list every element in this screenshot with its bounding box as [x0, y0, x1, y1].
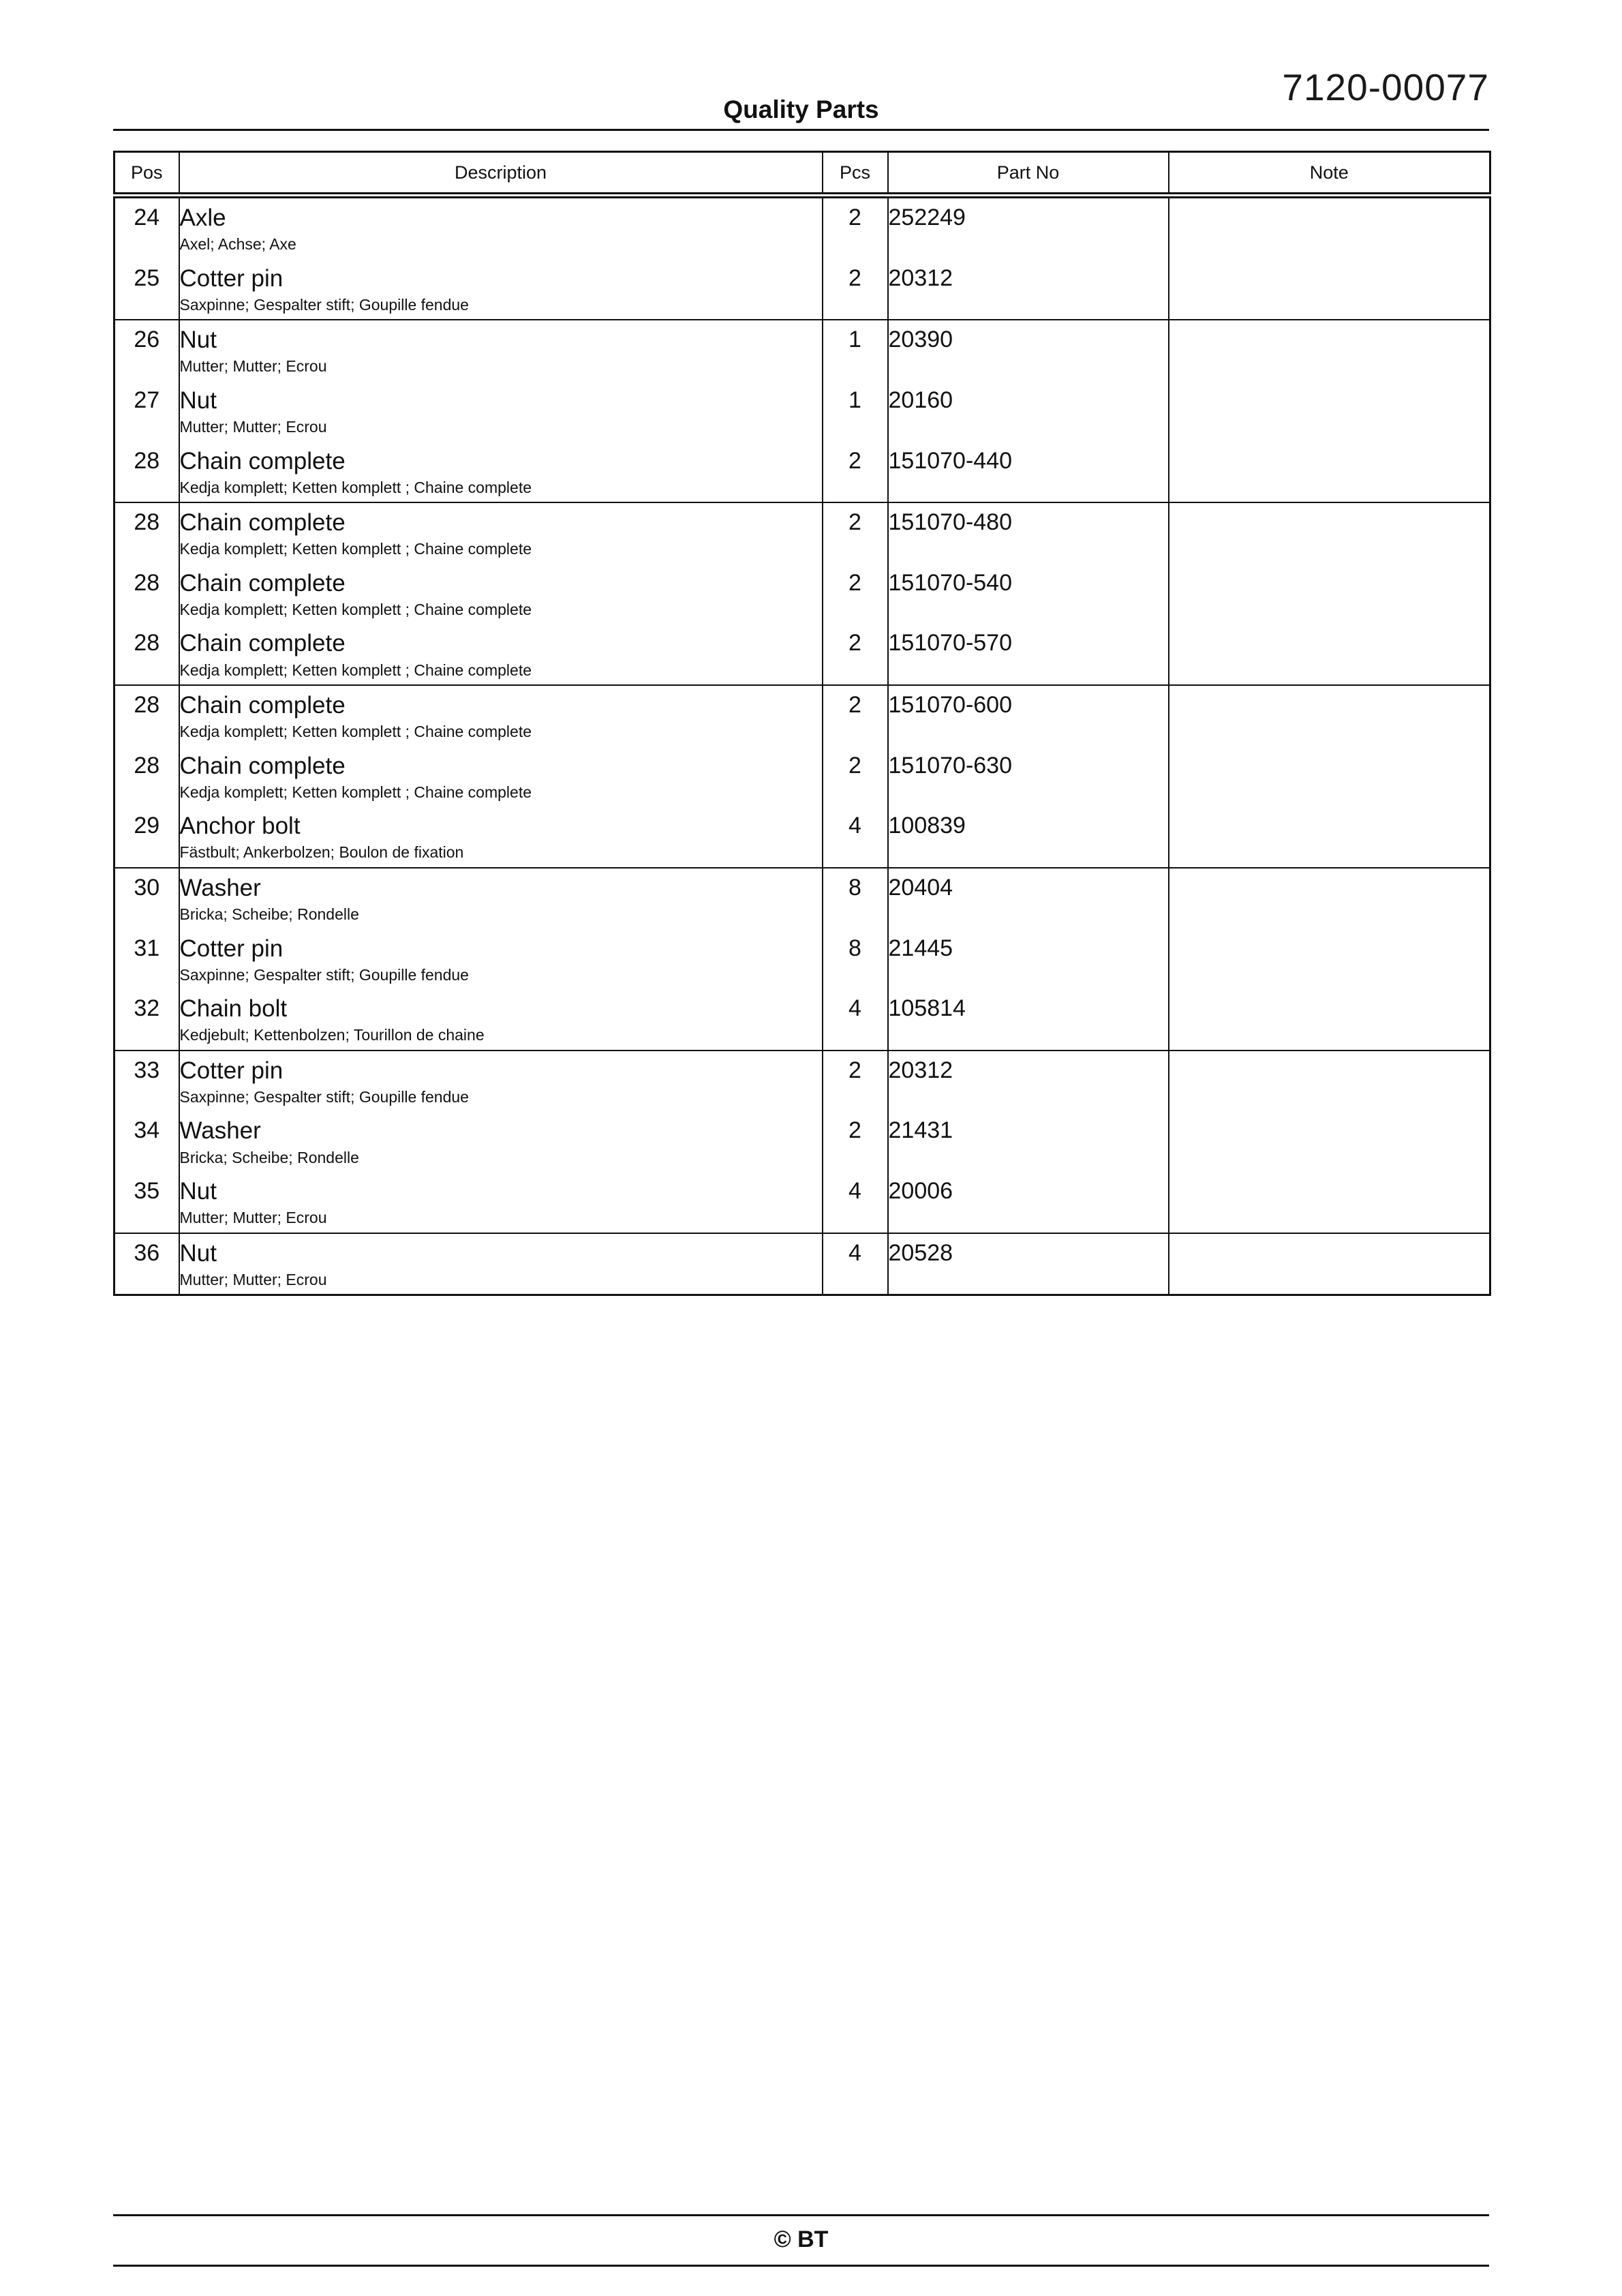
table-row	[114, 442, 1490, 503]
pos-cell: 27	[114, 381, 179, 442]
header-rule	[113, 129, 1489, 131]
description-cell	[179, 989, 823, 1051]
pos-cell: 36	[114, 1233, 179, 1295]
description-cell	[179, 564, 823, 624]
pcs-cell: 4	[823, 1172, 888, 1233]
table-row	[114, 1051, 1490, 1112]
description-cell	[179, 1172, 823, 1233]
table-row	[114, 685, 1490, 746]
note-cell	[1169, 1111, 1490, 1172]
pcs-cell: 2	[823, 746, 888, 807]
description-sub: Fästbult; Ankerbolzen; Boulon de fixation	[179, 843, 464, 862]
footer-text: © BT	[774, 2226, 829, 2252]
description-main: Axle	[179, 205, 226, 231]
parts-table	[113, 151, 1491, 1296]
table-row	[114, 1111, 1490, 1172]
table-row	[114, 868, 1490, 929]
note-cell	[1169, 868, 1490, 929]
pcs-cell: 4	[823, 1233, 888, 1295]
note-cell	[1169, 1051, 1490, 1112]
col-header-pcs: Pcs	[823, 152, 888, 196]
description-main: Anchor bolt	[179, 813, 301, 840]
table-row	[114, 196, 1490, 259]
table-header-row	[114, 152, 1490, 196]
note-cell	[1169, 624, 1490, 685]
pos-cell: 31	[114, 929, 179, 990]
pcs-cell: 2	[823, 564, 888, 624]
row-group	[114, 1051, 1490, 1233]
part-no-cell: 21431	[888, 1111, 1169, 1172]
description-main: Chain complete	[179, 752, 346, 779]
description-main: Chain complete	[179, 509, 346, 537]
note-cell	[1169, 929, 1490, 990]
pos-cell: 28	[114, 502, 179, 564]
description-sub: Bricka; Scheibe; Rondelle	[179, 1148, 359, 1166]
part-no-cell: 151070-570	[888, 624, 1169, 685]
description-main: Nut	[179, 1178, 217, 1205]
pos-cell: 33	[114, 1051, 179, 1112]
description-sub: Mutter; Mutter; Ecrou	[179, 1270, 327, 1288]
table-row	[114, 806, 1490, 868]
pos-cell: 28	[114, 442, 179, 503]
part-no-cell: 252249	[888, 196, 1169, 259]
note-cell	[1169, 442, 1490, 503]
pcs-cell: 2	[823, 196, 888, 259]
description-main: Cotter pin	[179, 935, 284, 962]
table-row	[114, 1172, 1490, 1233]
description-main: Chain complete	[179, 569, 346, 596]
part-no-cell: 151070-480	[888, 502, 1169, 564]
description-sub: Kedja komplett; Ketten komplett ; Chaine complete	[179, 661, 532, 679]
description-sub: Kedjebult; Kettenbolzen; Tourillon de chaine	[179, 1026, 485, 1044]
pcs-cell: 2	[823, 1051, 888, 1112]
pcs-cell: 8	[823, 868, 888, 929]
table-row	[114, 1233, 1490, 1295]
part-no-cell: 151070-440	[888, 442, 1169, 503]
description-cell	[179, 929, 823, 990]
description-main: Chain complete	[179, 630, 346, 657]
description-main: Nut	[179, 387, 217, 414]
part-no-cell: 20404	[888, 868, 1169, 929]
note-cell	[1169, 685, 1490, 746]
part-no-cell: 151070-630	[888, 746, 1169, 807]
part-no-cell: 20006	[888, 1172, 1169, 1233]
note-cell	[1169, 564, 1490, 624]
description-sub: Kedja komplett; Ketten komplett ; Chaine complete	[179, 600, 532, 618]
description-cell	[179, 259, 823, 320]
row-group	[114, 320, 1490, 502]
note-cell	[1169, 381, 1490, 442]
col-header-pos: Pos	[114, 152, 179, 196]
pos-cell: 32	[114, 989, 179, 1051]
description-main: Nut	[179, 1239, 217, 1267]
description-cell	[179, 624, 823, 685]
description-main: Cotter pin	[179, 1057, 284, 1084]
description-cell	[179, 806, 823, 868]
pos-cell: 29	[114, 806, 179, 868]
pos-cell: 34	[114, 1111, 179, 1172]
description-cell	[179, 868, 823, 929]
note-cell	[1169, 196, 1490, 259]
part-no-cell: 151070-600	[888, 685, 1169, 746]
description-cell	[179, 196, 823, 259]
description-cell	[179, 320, 823, 381]
part-no-cell: 20160	[888, 381, 1169, 442]
doc-number: 7120-00077	[1282, 66, 1489, 108]
col-header-part-no: Part No	[888, 152, 1169, 196]
pos-cell: 24	[114, 196, 179, 259]
note-cell	[1169, 502, 1490, 564]
description-sub: Kedja komplett; Ketten komplett ; Chaine complete	[179, 540, 532, 558]
table-row	[114, 929, 1490, 990]
col-header-note: Note	[1169, 152, 1490, 196]
pcs-cell: 2	[823, 1111, 888, 1172]
pos-cell: 26	[114, 320, 179, 381]
row-group	[114, 685, 1490, 868]
pos-cell: 28	[114, 564, 179, 624]
pcs-cell: 1	[823, 381, 888, 442]
description-sub: Saxpinne; Gespalter stift; Goupille fendue	[179, 965, 469, 984]
row-group	[114, 502, 1490, 685]
description-cell	[179, 381, 823, 442]
part-no-cell: 105814	[888, 989, 1169, 1051]
description-sub: Mutter; Mutter; Ecrou	[179, 418, 327, 436]
pcs-cell: 8	[823, 929, 888, 990]
pcs-cell: 2	[823, 259, 888, 320]
part-no-cell: 151070-540	[888, 564, 1169, 624]
pos-cell: 28	[114, 746, 179, 807]
table-row	[114, 502, 1490, 564]
part-no-cell: 20312	[888, 1051, 1169, 1112]
pcs-cell: 4	[823, 989, 888, 1051]
description-main: Nut	[179, 327, 217, 354]
table-row	[114, 746, 1490, 807]
description-main: Chain complete	[179, 447, 346, 474]
description-sub: Mutter; Mutter; Ecrou	[179, 357, 327, 376]
row-group	[114, 868, 1490, 1051]
footer-rule-top	[113, 2214, 1489, 2216]
part-no-cell: 20528	[888, 1233, 1169, 1295]
table-row	[114, 624, 1490, 685]
part-no-cell: 20390	[888, 320, 1169, 381]
footer-rule-bottom	[113, 2265, 1489, 2267]
page-title: Quality Parts	[723, 95, 879, 123]
table-row	[114, 564, 1490, 624]
pos-cell: 25	[114, 259, 179, 320]
pos-cell: 28	[114, 624, 179, 685]
description-main: Chain bolt	[179, 995, 288, 1023]
note-cell	[1169, 989, 1490, 1051]
description-cell	[179, 685, 823, 746]
pcs-cell: 2	[823, 502, 888, 564]
description-cell	[179, 502, 823, 564]
description-main: Washer	[179, 1117, 261, 1145]
part-no-cell: 100839	[888, 806, 1169, 868]
description-sub: Kedja komplett; Ketten komplett ; Chaine complete	[179, 478, 532, 496]
pcs-cell: 2	[823, 685, 888, 746]
part-no-cell: 21445	[888, 929, 1169, 990]
pos-cell: 28	[114, 685, 179, 746]
table-row	[114, 320, 1490, 381]
description-cell	[179, 442, 823, 503]
description-cell	[179, 746, 823, 807]
note-cell	[1169, 320, 1490, 381]
pcs-cell: 4	[823, 806, 888, 868]
pos-cell: 35	[114, 1172, 179, 1233]
description-sub: Axel; Achse; Axe	[179, 235, 296, 254]
description-main: Cotter pin	[179, 265, 284, 292]
row-group	[114, 1233, 1490, 1295]
pcs-cell: 2	[823, 624, 888, 685]
table-row	[114, 989, 1490, 1051]
pcs-cell: 2	[823, 442, 888, 503]
description-sub: Saxpinne; Gespalter stift; Goupille fendue	[179, 295, 469, 314]
description-main: Washer	[179, 874, 261, 901]
col-header-description: Description	[179, 152, 823, 196]
description-sub: Mutter; Mutter; Ecrou	[179, 1209, 327, 1227]
note-cell	[1169, 1233, 1490, 1295]
note-cell	[1169, 259, 1490, 320]
description-cell	[179, 1111, 823, 1172]
note-cell	[1169, 746, 1490, 807]
description-sub: Kedja komplett; Ketten komplett ; Chaine complete	[179, 783, 532, 801]
description-cell	[179, 1051, 823, 1112]
description-main: Chain complete	[179, 692, 346, 719]
pcs-cell: 1	[823, 320, 888, 381]
note-cell	[1169, 1172, 1490, 1233]
description-cell	[179, 1233, 823, 1295]
table-row	[114, 259, 1490, 320]
description-sub: Kedja komplett; Ketten komplett ; Chaine complete	[179, 723, 532, 741]
row-group	[114, 196, 1490, 320]
description-sub: Bricka; Scheibe; Rondelle	[179, 905, 359, 924]
pos-cell: 30	[114, 868, 179, 929]
table-row	[114, 381, 1490, 442]
note-cell	[1169, 806, 1490, 868]
description-sub: Saxpinne; Gespalter stift; Goupille fendue	[179, 1087, 469, 1106]
part-no-cell: 20312	[888, 259, 1169, 320]
